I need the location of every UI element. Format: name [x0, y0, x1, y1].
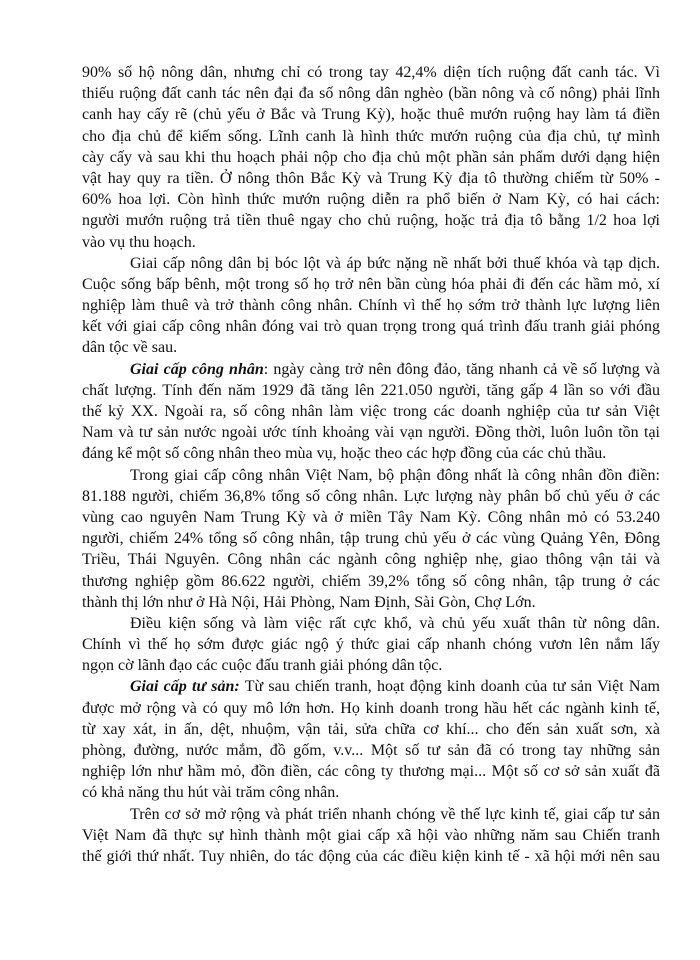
- line-text: Giai cấp nông dân bị bóc lột và áp bức nặng nề nhất bởi thuế khóa và tạp dịch.: [130, 254, 660, 272]
- line-text: nghiệp làm thuê và trở thành công nhân. Chính vì thế họ sớm trở thành lực lượng liên: [82, 297, 660, 315]
- line-text: thành thị lớn như ở Hà Nội, Hải Phòng, Nam Định, Sài Gòn, Chợ Lớn.: [82, 593, 536, 611]
- paragraph: [82, 62, 660, 253]
- line-text: Điều kiện sống và làm việc rất cực khổ, và chủ yếu xuất thân từ nông dân.: [130, 614, 660, 632]
- line-text: vật hay quy ra tiền. Ở nông thôn Bắc Kỳ và Trung Kỳ địa tô thường chiếm từ 50% -: [82, 169, 660, 187]
- line-text: cày cấy và sau khi thu hoạch phải nộp cho địa chủ một phần sản phẩm dưới dạng hiện: [82, 148, 660, 166]
- text-line: [82, 168, 660, 189]
- line-text: 90% số hộ nông dân, nhưng chỉ có trong tay 42,4% diện tích ruộng đất canh tác. Vì: [82, 64, 660, 81]
- line-text: Trong giai cấp công nhân Việt Nam, bộ phận đông nhất là công nhân đồn điền:: [130, 466, 660, 484]
- text-line: [82, 698, 660, 719]
- text-line: [82, 189, 660, 210]
- text-line: [82, 571, 660, 592]
- text-line: [82, 613, 660, 634]
- text-line: [82, 253, 660, 274]
- text-line: [82, 761, 660, 782]
- line-text: Việt Nam đã thực sự hình thành một giai cấp xã hội vào những năm sau Chiến tranh: [82, 826, 660, 844]
- paragraph: [82, 253, 660, 359]
- line-text: thế giới thứ nhất. Tuy nhiên, do tác động của các điều kiện kinh tế - xã hội mới nên sau: [82, 847, 660, 865]
- text-line: [82, 295, 660, 316]
- text-line: [82, 719, 660, 740]
- line-text: Nam và tư sản nước ngoài ước tính khoảng vài vạn người. Đồng thời, luôn luôn tồn tại: [82, 424, 660, 442]
- text-line: [82, 337, 660, 358]
- text-line: [82, 592, 660, 613]
- text-line: [82, 549, 660, 570]
- line-text: dân tộc về sau.: [82, 339, 178, 357]
- text-line: [82, 401, 660, 422]
- line-text: Trên cơ sở mở rộng và phát triển nhanh chóng về thế lực kinh tế, giai cấp tư sản: [130, 805, 660, 823]
- line-text: người, chiếm 24% tổng số công nhân, tập trung chủ yếu ở các vùng Quảng Yên, Đông: [82, 530, 660, 548]
- text-line: [82, 126, 660, 147]
- line-text: chất lượng. Tính đến năm 1929 đã tăng lên 221.050 người, tăng gấp 4 lần so với đầu: [82, 381, 660, 399]
- line-text: nghiệp lớn như hầm mỏ, đồn điền, các công ty thương mại... Một số cơ sở sản xuất đã: [82, 763, 660, 781]
- line-text: thế kỷ XX. Ngoài ra, số công nhân làm việc trong các doanh nghiệp của tư sản Việt: [82, 403, 660, 420]
- paragraph: [82, 465, 660, 613]
- line-text: kết với giai cấp công nhân đóng vai trò quan trọng trong quá trình đấu tranh giải phóng: [82, 318, 660, 336]
- line-text: ngọn cờ lãnh đạo các cuộc đấu tranh giải phóng dân tộc.: [82, 657, 443, 675]
- line-text: có khả năng thu hút vài trăm công nhân.: [82, 784, 340, 802]
- text-line: [82, 147, 660, 168]
- text-line: [82, 507, 660, 528]
- text-line: [82, 62, 660, 83]
- text-line: [82, 676, 660, 697]
- text-line: [82, 634, 660, 655]
- line-text: vùng cao nguyên Nam Trung Kỳ và ở miền Tây Nam Kỳ. Công nhân mỏ có 53.240: [82, 508, 660, 526]
- line-text: được mở rộng và có quy mô lớn hơn. Họ kinh doanh trong hầu hết các ngành kinh tế,: [82, 699, 660, 717]
- text-line: [82, 782, 660, 803]
- document-page: [82, 62, 660, 867]
- text-line: [82, 825, 660, 846]
- text-line: [82, 422, 660, 443]
- text-line: [82, 104, 660, 125]
- text-line: [82, 359, 660, 380]
- line-text: cho địa chủ để kiếm sống. Lĩnh canh là hình thức mướn ruộng của địa chủ, tự mình: [82, 127, 660, 145]
- section-heading: Giai cấp công nhân: [130, 360, 264, 378]
- text-line: [82, 655, 660, 676]
- line-text: đáng kể một số công nhân theo mùa vụ, hoặc theo các hợp đồng của các chủ thầu.: [82, 445, 607, 463]
- section-heading: Giai cấp tư sản:: [130, 678, 240, 696]
- line-text: thiếu ruộng đất canh tác nên đại đa số nông dân nghèo (bần nông và cố nông) phải lĩnh: [82, 85, 660, 103]
- text-line: [82, 528, 660, 549]
- line-text: từ xay xát, in ấn, dệt, nhuộm, vận tải, sửa chữa cơ khí... cho đến sản xuất sơn, xà: [82, 720, 660, 738]
- line-text: 81.188 người, chiếm 36,8% tổng số công nhân. Lực lượng này phân bố chủ yếu ở các: [82, 487, 660, 505]
- text-line: [82, 83, 660, 104]
- text-line: [82, 274, 660, 295]
- text-line: [82, 210, 660, 231]
- line-text: 60% hoa lợi. Còn hình thức mướn ruộng diễn ra phổ biến ở Nam Kỳ, có hai cách:: [82, 191, 660, 209]
- line-text: canh hay cấy rẽ (chủ yếu ở Bắc và Trung Kỳ), hoặc thuê mướn ruộng hay làm tá điền: [82, 106, 660, 124]
- text-line: [82, 380, 660, 401]
- paragraph: [82, 359, 660, 465]
- text-line: [82, 740, 660, 761]
- paragraph: [82, 613, 660, 677]
- text-line: [82, 804, 660, 825]
- line-text: Cuộc sống bấp bênh, một trong số họ trở nên bần cùng hóa phải đi đến các hầm mỏ, xí: [82, 275, 660, 293]
- text-line: [82, 486, 660, 507]
- paragraph: [82, 676, 660, 803]
- line-text: Chính vì thế họ sớm được giác ngộ ý thức giai cấp nhanh chóng vươn lên nắm lấy: [82, 636, 660, 654]
- paragraph: [82, 804, 660, 868]
- text-line: [82, 465, 660, 486]
- line-text: phòng, đường, nước mắm, đồ gốm, v.v... Một số tư sản đã có trong tay những sản: [82, 742, 660, 759]
- text-line: [82, 443, 660, 464]
- line-text: vào vụ thu hoạch.: [82, 233, 196, 251]
- line-text: : ngày càng trở nên đông đảo, tăng nhanh cả về số lượng và: [263, 360, 660, 378]
- line-text: người mướn ruộng trả tiền thuê ngay cho chủ ruộng, hoặc trả địa tô bằng 1/2 hoa lợi: [82, 212, 660, 230]
- line-text: thương nghiệp gồm 86.622 người, chiếm 39,2% tổng số công nhân, tập trung ở các: [82, 572, 660, 590]
- text-line: [82, 846, 660, 867]
- text-line: [82, 232, 660, 253]
- text-line: [82, 316, 660, 337]
- line-text: Triều, Thái Nguyên. Công nhân các ngành công nghiệp nhẹ, giao thông vận tải và: [82, 551, 660, 569]
- line-text: Từ sau chiến tranh, hoạt động kinh doanh của tư sản Việt Nam: [239, 678, 660, 696]
